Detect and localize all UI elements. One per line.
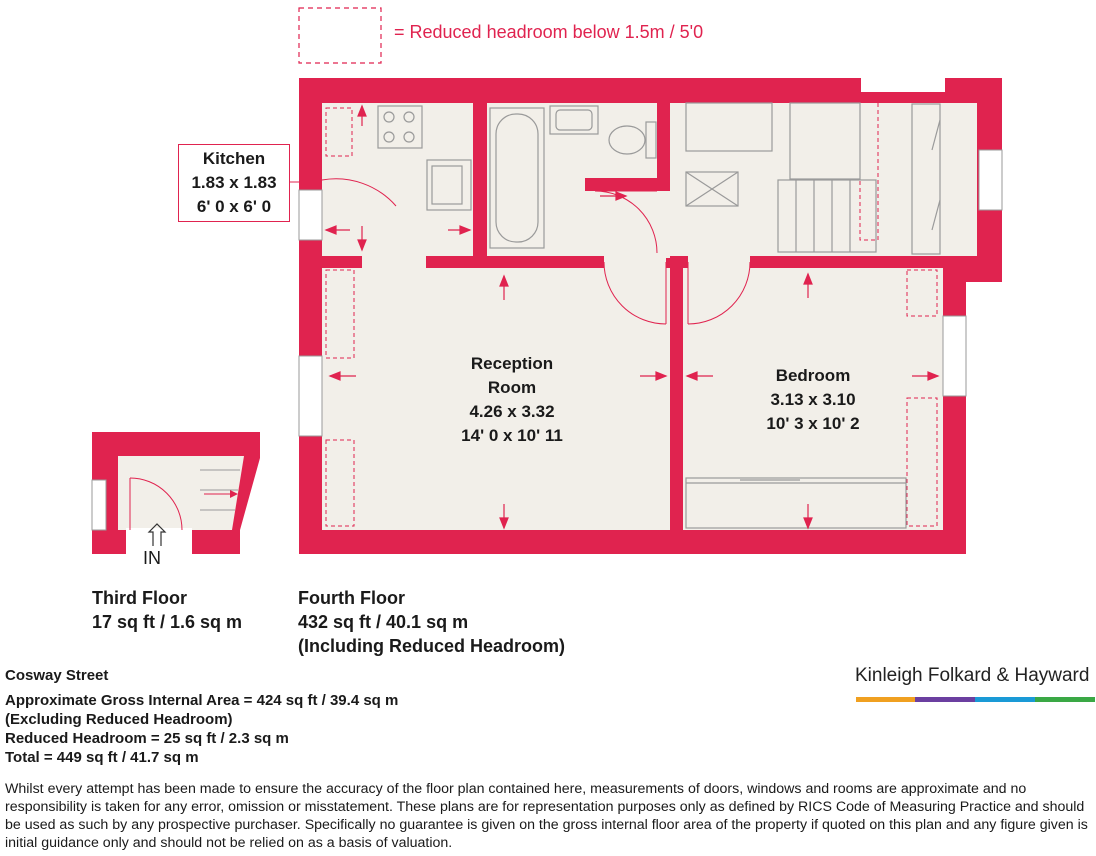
brand-bar-purple xyxy=(915,697,975,702)
reduced-headroom-legend-swatch xyxy=(299,8,381,63)
agency-logo-text: Kinleigh Folkard & Hayward xyxy=(855,665,1090,686)
reception-metric: 4.26 x 3.32 xyxy=(469,402,555,421)
third-floor-summary xyxy=(92,586,242,634)
kitchen-metric: 1.83 x 1.83 xyxy=(191,173,277,192)
fourth-floor-area: 432 sq ft / 40.1 sq m xyxy=(298,612,469,632)
reduced-headroom-area: Reduced Headroom = 25 sq ft / 2.3 sq m xyxy=(5,730,289,747)
kitchen-name: Kitchen xyxy=(202,149,266,168)
brand-bar-blue xyxy=(975,697,1035,702)
reception-name-line1: Reception xyxy=(470,354,554,373)
gross-area: Approximate Gross Internal Area = 424 sq ft / 39.4 sq m xyxy=(5,692,399,709)
fourth-floor-name: Fourth Floor xyxy=(298,588,405,608)
entry-label: IN xyxy=(143,548,161,568)
reception-imperial: 14' 0 x 10' 11 xyxy=(461,426,563,445)
gross-area-note: (Excluding Reduced Headroom) xyxy=(5,711,233,728)
fourth-floor-note: (Including Reduced Headroom) xyxy=(298,636,566,656)
brand-bar-green xyxy=(1035,697,1095,702)
total-area: Total = 449 sq ft / 41.7 sq m xyxy=(5,749,199,766)
bedroom-metric: 3.13 x 3.10 xyxy=(770,390,856,409)
brand-bar-orange xyxy=(856,697,915,702)
kitchen-label-box xyxy=(178,144,290,222)
reception-name-line2: Room xyxy=(487,378,537,397)
third-floor-name: Third Floor xyxy=(92,588,187,608)
reception-label xyxy=(430,352,594,448)
area-summary xyxy=(5,691,398,767)
bedroom-imperial: 10' 3 x 10' 2 xyxy=(766,414,860,433)
fourth-floor-summary xyxy=(298,586,565,658)
bedroom-name: Bedroom xyxy=(775,366,851,385)
disclaimer-text: Whilst every attempt has been made to ensure the accuracy of the floor plan contained here, measurements of doors, windows and rooms are approximate and no responsibility is taken for any error, omission or misstatement. These plans are for representation purposes only as defined by RICS Code of Measuring Practice and should be used as such by any prospective purchaser. Specifically no guarantee is given on the gross internal floor area of the property if quoted on this plan and any figure given is initial guidance only and should not be relied on as a basis of valuation. xyxy=(5,781,1088,851)
third-floor-area: 17 sq ft / 1.6 sq m xyxy=(92,612,243,632)
property-address: Cosway Street xyxy=(5,667,109,684)
third-floor-plan xyxy=(92,432,260,554)
legend-label: = Reduced headroom below 1.5m / 5'0 xyxy=(394,22,704,42)
bedroom-label xyxy=(740,364,886,436)
kitchen-imperial: 6' 0 x 6' 0 xyxy=(196,197,272,216)
